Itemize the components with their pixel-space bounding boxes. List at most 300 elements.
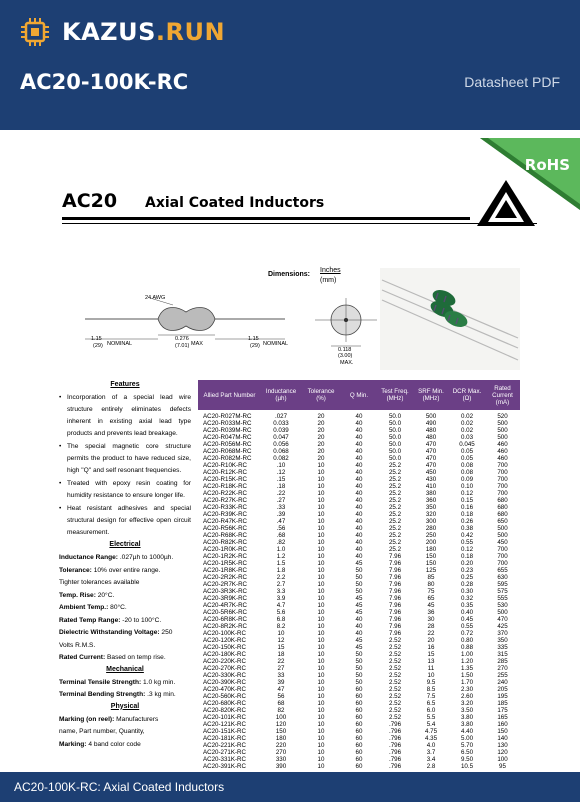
table-cell: .027: [274, 413, 288, 420]
table-cell: 85: [427, 574, 435, 581]
table-cell: 50: [355, 588, 363, 595]
part-number-cell: AC20-6R8K-RC: [203, 616, 248, 623]
table-cell: .56: [276, 525, 286, 532]
dimensions-unit-mm: (mm): [320, 277, 337, 284]
table-cell: 13: [427, 658, 435, 665]
table-cell: 120: [275, 721, 287, 728]
table-cell: 700: [497, 476, 508, 483]
table-cell: 10: [317, 749, 325, 756]
table-cell: 380: [425, 490, 437, 497]
part-number-cell: AC20-391K-RC: [203, 763, 246, 770]
table-cell: 10: [317, 756, 325, 763]
table-cell: 2.60: [460, 693, 474, 700]
table-row: [198, 581, 520, 588]
part-number-cell: AC20-271K-RC: [203, 749, 246, 756]
table-row: [198, 455, 520, 462]
table-cell: 2.52: [388, 672, 402, 679]
table-cell: 1.8: [276, 567, 286, 574]
table-cell: 480: [425, 434, 437, 441]
table-cell: .796: [388, 728, 402, 735]
table-row: [198, 742, 520, 749]
table-cell: 555: [497, 595, 508, 602]
table-cell: 0.12: [460, 546, 474, 553]
table-cell: 60: [355, 707, 363, 714]
brand-name: [62, 18, 225, 46]
table-cell: 480: [425, 427, 437, 434]
part-number-cell: AC20-330K-RC: [203, 672, 246, 679]
table-cell: 50: [355, 658, 363, 665]
part-number-cell: AC20-121K-RC: [203, 721, 246, 728]
table-cell: 0.15: [460, 497, 474, 504]
table-cell: 7.96: [388, 602, 402, 609]
table-row: [198, 469, 520, 476]
part-number-cell: AC20-820K-RC: [203, 707, 246, 714]
table-cell: 320: [425, 511, 437, 518]
table-cell: 3.7: [426, 749, 436, 756]
table-cell: 700: [497, 553, 508, 560]
column-header: DCR Max. (Ω): [449, 380, 485, 410]
table-cell: 50.0: [388, 455, 402, 462]
table-cell: 20: [317, 427, 325, 434]
table-cell: 165: [497, 714, 508, 721]
table-cell: 3.80: [460, 714, 474, 721]
table-cell: 40: [355, 462, 363, 469]
table-cell: 0.09: [460, 476, 474, 483]
table-cell: 205: [497, 686, 508, 693]
table-row: [198, 728, 520, 735]
table-cell: 3.9: [276, 595, 286, 602]
table-cell: 10.5: [460, 763, 474, 770]
table-row: [198, 504, 520, 511]
feature-item: • Treated with epoxy resin coating for humidity resistance to ensure longer life.: [59, 478, 191, 502]
table-row: [198, 462, 520, 469]
site-header: [0, 0, 580, 130]
table-cell: 2.30: [460, 686, 474, 693]
table-cell: 50.0: [388, 427, 402, 434]
table-cell: 0.20: [460, 560, 474, 567]
table-cell: 150: [425, 553, 437, 560]
table-cell: 630: [497, 574, 508, 581]
table-cell: 0.42: [460, 532, 474, 539]
spec-line: Inductance Range: .027µh to 1000µh.: [59, 554, 174, 561]
table-cell: 60: [355, 714, 363, 721]
page-footer: [0, 772, 580, 802]
table-cell: 270: [275, 749, 287, 756]
table-cell: 40: [355, 623, 363, 630]
table-cell: 50.0: [388, 448, 402, 455]
table-cell: 200: [425, 539, 437, 546]
table-cell: 1.20: [460, 658, 474, 665]
table-cell: 40: [355, 511, 363, 518]
table-cell: 10: [317, 728, 325, 735]
table-row: [198, 511, 520, 518]
table-body: [198, 410, 520, 770]
table-cell: 7.96: [388, 595, 402, 602]
table-cell: .47: [276, 518, 286, 525]
table-row: [198, 410, 520, 420]
table-cell: .82: [276, 539, 286, 546]
table-cell: 10: [427, 672, 435, 679]
table-cell: 2.2: [276, 574, 286, 581]
table-cell: 50: [355, 574, 363, 581]
table-cell: 60: [355, 756, 363, 763]
table-cell: 6.8: [276, 616, 286, 623]
part-number-cell: AC20-R15K-RC: [203, 476, 248, 483]
table-cell: 40: [355, 630, 363, 637]
table-cell: 7.96: [388, 623, 402, 630]
table-cell: 60: [355, 735, 363, 742]
table-cell: 6.50: [460, 749, 474, 756]
table-row: [198, 658, 520, 665]
part-number-cell: AC20-R082M-RC: [203, 455, 252, 462]
table-cell: 0.88: [460, 644, 474, 651]
table-cell: 7.5: [426, 693, 436, 700]
column-header: SRF Min. (MHz): [413, 380, 449, 410]
table-cell: 315: [497, 651, 508, 658]
table-cell: 10: [317, 686, 325, 693]
table-cell: 2.52: [388, 686, 402, 693]
company-logo-icon: [475, 178, 537, 228]
table-cell: 470: [497, 616, 508, 623]
table-cell: 25.2: [388, 511, 402, 518]
table-cell: 500: [497, 532, 508, 539]
lead-left-nominal: NOMINAL: [107, 341, 133, 347]
table-cell: 1.35: [460, 665, 474, 672]
table-cell: 2.52: [388, 679, 402, 686]
table-cell: 60: [355, 686, 363, 693]
part-number-cell: AC20-R027M-RC: [203, 413, 252, 420]
column-header: Q Min.: [341, 380, 377, 410]
datasheet-pdf-link[interactable]: Datasheet PDF: [464, 74, 560, 90]
table-cell: 50: [355, 665, 363, 672]
table-cell: 40: [355, 441, 363, 448]
table-row: [198, 686, 520, 693]
table-cell: 0.30: [460, 588, 474, 595]
specs-column: [59, 380, 191, 751]
table-cell: 360: [425, 497, 437, 504]
electrical-specs: [59, 552, 191, 665]
table-cell: 25.2: [388, 539, 402, 546]
table-row: [198, 756, 520, 763]
table-row: [198, 672, 520, 679]
table-cell: 500: [497, 525, 508, 532]
table-cell: 0.25: [460, 574, 474, 581]
table-cell: 9.5: [426, 679, 436, 686]
part-number-cell: AC20-R22K-RC: [203, 490, 248, 497]
table-cell: 1.50: [460, 672, 474, 679]
table-cell: 470: [425, 448, 437, 455]
table-cell: 500: [425, 413, 437, 420]
table-row: [198, 763, 520, 770]
table-cell: 10: [317, 469, 325, 476]
table-row: [198, 714, 520, 721]
table-cell: 100: [275, 714, 287, 721]
table-cell: 50: [355, 567, 363, 574]
part-number-cell: AC20-120K-RC: [203, 637, 246, 644]
table-row: [198, 483, 520, 490]
table-cell: .796: [388, 735, 402, 742]
brand-accent: .RUN: [155, 18, 226, 46]
table-cell: 40: [355, 427, 363, 434]
table-cell: 40: [355, 553, 363, 560]
table-cell: 10: [317, 504, 325, 511]
part-number-cell: AC20-2R2K-RC: [203, 574, 248, 581]
table-cell: 680: [497, 511, 508, 518]
table-row: [198, 553, 520, 560]
table-cell: .796: [388, 721, 402, 728]
table-cell: 22: [277, 658, 285, 665]
part-number-cell: AC20-100K-RC: [203, 630, 246, 637]
table-cell: 10: [317, 679, 325, 686]
table-cell: .10: [276, 462, 286, 469]
table-cell: 655: [497, 567, 508, 574]
physical-heading: Physical: [110, 702, 140, 710]
diameter: 0.118: [338, 347, 352, 353]
table-row: [198, 525, 520, 532]
part-number-cell: AC20-R56K-RC: [203, 525, 248, 532]
table-cell: 60: [355, 693, 363, 700]
table-cell: 10: [317, 721, 325, 728]
table-cell: 20: [317, 434, 325, 441]
part-number-cell: AC20-180K-RC: [203, 651, 246, 658]
table-cell: 700: [497, 483, 508, 490]
table-row: [198, 574, 520, 581]
table-cell: 10: [317, 567, 325, 574]
table-cell: 150: [497, 728, 508, 735]
title-rule-thin: [62, 223, 537, 224]
table-cell: 2.52: [388, 700, 402, 707]
table-cell: 0.23: [460, 567, 474, 574]
table-cell: 180: [425, 546, 437, 553]
part-number-cell: AC20-R39K-RC: [203, 511, 248, 518]
table-row: [198, 644, 520, 651]
table-cell: 10: [317, 560, 325, 567]
table-cell: 0.082: [273, 455, 289, 462]
table-cell: 40: [355, 539, 363, 546]
table-cell: 0.32: [460, 595, 474, 602]
table-cell: 4.7: [276, 602, 286, 609]
table-cell: 0.056: [273, 441, 289, 448]
part-number-cell: AC20-470K-RC: [203, 686, 246, 693]
table-cell: .68: [276, 532, 286, 539]
part-number-cell: AC20-150K-RC: [203, 644, 246, 651]
table-cell: 9.50: [460, 756, 474, 763]
table-cell: 575: [497, 588, 508, 595]
table-cell: 10: [317, 511, 325, 518]
part-number-cell: AC20-R82K-RC: [203, 539, 248, 546]
table-cell: .33: [276, 504, 286, 511]
table-cell: 50: [355, 651, 363, 658]
table-cell: 10: [317, 483, 325, 490]
table-cell: 2.52: [388, 714, 402, 721]
table-cell: 3.4: [426, 756, 436, 763]
table-cell: .796: [388, 742, 402, 749]
table-cell: 95: [499, 763, 506, 770]
table-cell: 10: [317, 581, 325, 588]
lead-left-length: 1.15: [91, 336, 102, 342]
table-cell: 4.0: [426, 742, 436, 749]
table-cell: 0.40: [460, 609, 474, 616]
table-header-row: [198, 380, 520, 410]
table-cell: 20: [317, 413, 325, 420]
part-number-cell: AC20-3R9K-RC: [203, 595, 248, 602]
diameter-max: MAX.: [340, 360, 354, 366]
table-cell: 40: [355, 413, 363, 420]
table-cell: 20: [317, 420, 325, 427]
table-cell: 3.20: [460, 700, 474, 707]
table-cell: 25.2: [388, 546, 402, 553]
table-cell: 60: [355, 721, 363, 728]
table-cell: 10: [317, 546, 325, 553]
features-list: [59, 392, 191, 539]
table-row: [198, 434, 520, 441]
feature-item: • The special magnetic core structure permits the product to have reduced size, high "Q" and self resonant frequencies.: [59, 441, 191, 477]
part-number-cell: AC20-270K-RC: [203, 665, 246, 672]
table-cell: .796: [388, 763, 402, 770]
table-cell: 0.26: [460, 518, 474, 525]
table-cell: 40: [355, 455, 363, 462]
table-cell: 0.02: [460, 427, 474, 434]
table-cell: 10: [317, 574, 325, 581]
table-cell: 7.96: [388, 567, 402, 574]
table-cell: 40: [355, 483, 363, 490]
table-cell: 410: [425, 483, 437, 490]
table-cell: 75: [427, 588, 435, 595]
table-cell: 25.2: [388, 490, 402, 497]
table-cell: 7.96: [388, 553, 402, 560]
table-cell: 4.40: [460, 728, 474, 735]
table-cell: 10: [317, 644, 325, 651]
table-cell: 40: [355, 532, 363, 539]
table-cell: 10: [317, 539, 325, 546]
table-cell: 10: [317, 623, 325, 630]
table-cell: 2.52: [388, 651, 402, 658]
part-number-cell: AC20-5R6K-RC: [203, 609, 248, 616]
table-cell: 450: [425, 469, 437, 476]
table-cell: 460: [497, 448, 508, 455]
table-cell: 0.033: [273, 420, 289, 427]
footer-caption: AC20-100K-RC: Axial Coated Inductors: [14, 780, 225, 794]
part-number-cell: AC20-101K-RC: [203, 714, 246, 721]
table-cell: 0.55: [460, 623, 474, 630]
column-header: Inductance (µh): [261, 380, 301, 410]
product-photo: [380, 268, 520, 370]
table-cell: 25.2: [388, 476, 402, 483]
table-cell: 0.05: [460, 455, 474, 462]
table-cell: 180: [275, 735, 287, 742]
table-cell: 1.0: [276, 546, 286, 553]
table-cell: 40: [355, 616, 363, 623]
site-logo[interactable]: [20, 15, 225, 49]
table-cell: 10: [317, 602, 325, 609]
column-header: Test Freq. (MHz): [377, 380, 413, 410]
lead-left-length-mm: (29): [93, 343, 103, 349]
table-cell: 0.039: [273, 427, 289, 434]
table-cell: .796: [388, 756, 402, 763]
table-cell: 460: [497, 455, 508, 462]
table-row: [198, 427, 520, 434]
table-cell: 40: [355, 497, 363, 504]
table-cell: 0.18: [460, 511, 474, 518]
table-row: [198, 420, 520, 427]
table-cell: 3.3: [276, 588, 286, 595]
table-cell: 8.5: [426, 686, 436, 693]
table-cell: 0.02: [460, 413, 474, 420]
part-number-cell: AC20-221K-RC: [203, 742, 246, 749]
table-cell: 1.00: [460, 651, 474, 658]
table-cell: 60: [355, 742, 363, 749]
part-number-cell: AC20-R27K-RC: [203, 497, 248, 504]
table-cell: 0.02: [460, 420, 474, 427]
table-cell: 47: [277, 686, 285, 693]
table-row: [198, 651, 520, 658]
table-cell: 10: [317, 490, 325, 497]
part-number-cell: AC20-560K-RC: [203, 693, 246, 700]
awg-label: 24 AWG: [145, 295, 166, 301]
spec-line: Dielectric Withstanding Voltage: 250: [59, 629, 173, 636]
table-cell: 0.05: [460, 448, 474, 455]
part-number-cell: AC20-R039M-RC: [203, 427, 252, 434]
table-cell: 175: [497, 707, 508, 714]
table-cell: 7.96: [388, 630, 402, 637]
table-row: [198, 588, 520, 595]
table-cell: 10: [317, 693, 325, 700]
table-cell: 0.03: [460, 434, 474, 441]
table-cell: 1.5: [276, 560, 286, 567]
table-cell: 15: [277, 644, 285, 651]
table-cell: 520: [497, 413, 508, 420]
table-cell: 40: [355, 518, 363, 525]
part-number-cell: AC20-4R7K-RC: [203, 602, 248, 609]
table-cell: 2.7: [276, 581, 286, 588]
table-cell: 60: [355, 763, 363, 770]
table-cell: 10: [317, 658, 325, 665]
table-cell: 2.52: [388, 644, 402, 651]
table-cell: 700: [497, 490, 508, 497]
table-row: [198, 721, 520, 728]
column-header: Tolerance (%): [301, 380, 341, 410]
table-cell: 40: [355, 469, 363, 476]
table-row: [198, 630, 520, 637]
spec-line: Volts R.M.S.: [59, 641, 96, 649]
table-cell: .18: [276, 483, 286, 490]
table-cell: 430: [425, 476, 437, 483]
table-cell: 5.6: [276, 609, 286, 616]
table-cell: 50: [355, 679, 363, 686]
column-header: Rated Current (mA): [485, 380, 520, 410]
table-cell: 45: [355, 637, 363, 644]
part-number-cell: AC20-R047M-RC: [203, 434, 252, 441]
table-cell: 25.2: [388, 497, 402, 504]
table-cell: 10: [317, 609, 325, 616]
table-cell: 0.80: [460, 637, 474, 644]
table-cell: 20: [317, 448, 325, 455]
rohs-badge-label: RoHS: [524, 156, 570, 174]
electrical-heading: Electrical: [109, 541, 141, 548]
table-cell: 82: [277, 707, 285, 714]
table-cell: 500: [497, 434, 508, 441]
series-subtitle: Axial Coated Inductors: [145, 195, 325, 211]
table-cell: 40: [355, 476, 363, 483]
table-cell: .27: [276, 497, 286, 504]
part-number-cell: AC20-3R3K-RC: [203, 588, 248, 595]
table-cell: 140: [497, 735, 508, 742]
table-row: [198, 707, 520, 714]
table-cell: 350: [425, 504, 437, 511]
mechanical-specs: [59, 677, 191, 702]
table-cell: 10: [317, 595, 325, 602]
table-cell: 50: [355, 672, 363, 679]
